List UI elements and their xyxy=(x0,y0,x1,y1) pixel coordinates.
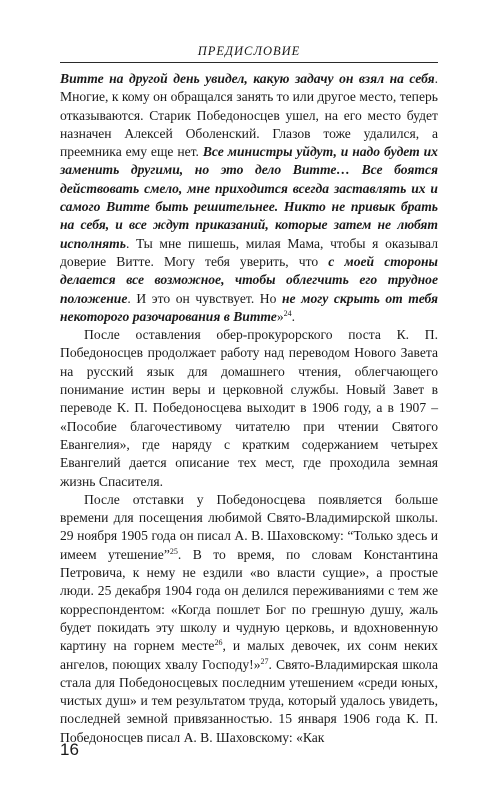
page-body xyxy=(60,70,438,747)
text-run: » xyxy=(276,308,284,324)
paragraph-3 xyxy=(60,491,438,747)
text-run: . Свято-Владимирская школа стала для Победоносцевых последним утешением «среди юных, чистых душ» и тем результатом труда, который удалось увидеть, последней земной привязанностью. 15 января 1906 года К. П. Победоносцев писал А. В. Шаховскому: «Как xyxy=(60,656,439,745)
text-run: . xyxy=(291,308,296,324)
page-number: 16 xyxy=(60,740,79,759)
bold-italic-quote: Все министры уйдут, и надо будет их заменить другими, но это дело Витте… Все боятся действовать смело, мне приходится всегда заставлять их и самого Витте быть решительнее. Никто не привык брать на себя, и все ждут приказаний, которые затем не любят исполнять xyxy=(60,144,438,251)
footnote-ref[interactable]: 25 xyxy=(169,546,178,556)
bold-italic-quote: с моей стороны делается все возможное, чтобы облегчить его трудное положение xyxy=(60,253,438,306)
running-header: ПРЕДИСЛОВИЕ xyxy=(197,44,301,58)
paragraph-2: После оставления обер-прокурорского поста К. П. Победоносцев продолжает работу над переводом Нового Завета на русский язык для домашнего чтения, облегчающего понимание истин веры и церковной службы. Новый Завет в переводе К. П. Победоносцева выходит в 1906 году, а в 1907 – «Пособие благочестивому читателю при чтении Святого Евангелия», где наряду с кратким содержанием четырех Евангелий дается описание тех мест, где проходила земная жизнь Спасителя. xyxy=(60,327,438,489)
bold-italic-quote: не могу скрыть от тебя некоторого разочарования в Витте xyxy=(60,290,438,324)
text-run: . Многие, к кому он обращался занять то или другое место, теперь отказываются. Старик Победоносцев ушел, на его место будет назначен Алексей Оболенский. Глазов тоже удалился, а преемника ему еще нет. xyxy=(60,71,438,160)
footnote-ref[interactable]: 27 xyxy=(260,656,269,666)
footnote-ref[interactable]: 26 xyxy=(214,638,223,648)
paragraph-1 xyxy=(60,70,438,326)
text-run: . И это он чувствует. Но xyxy=(127,290,282,306)
text-run: После отставки у Победоносцева появляется больше времени для посещения любимой Свято-Владимирской школы. 29 ноября 1905 года он писал А. В. Шаховскому: “Только здесь и имеем утешение” xyxy=(60,491,438,562)
text-run: . В то время, по словам Константина Петровича, к нему не ездили «во власти сущие», а простые люди. 25 декабря 1904 года он делился переживаниями с тем же корреспондентом: «Когда пошлет Бог по грешную душу, жаль будет покидать эту школу и чудную церковь, и вдохновенную картину на горнем месте xyxy=(60,546,438,654)
footnote-ref[interactable]: 24 xyxy=(283,308,292,318)
text-run: , и малых девочек, их сонм неких ангелов, поющих хвалу Господу!» xyxy=(60,638,438,672)
text-run: . Ты мне пишешь, милая Мама, чтобы я оказывал доверие Витте. Могу тебя уверить, что xyxy=(60,235,438,269)
header-rule xyxy=(60,62,438,63)
bold-italic-quote: Витте на другой день увидел, какую задачу он взял на себя xyxy=(60,71,435,86)
